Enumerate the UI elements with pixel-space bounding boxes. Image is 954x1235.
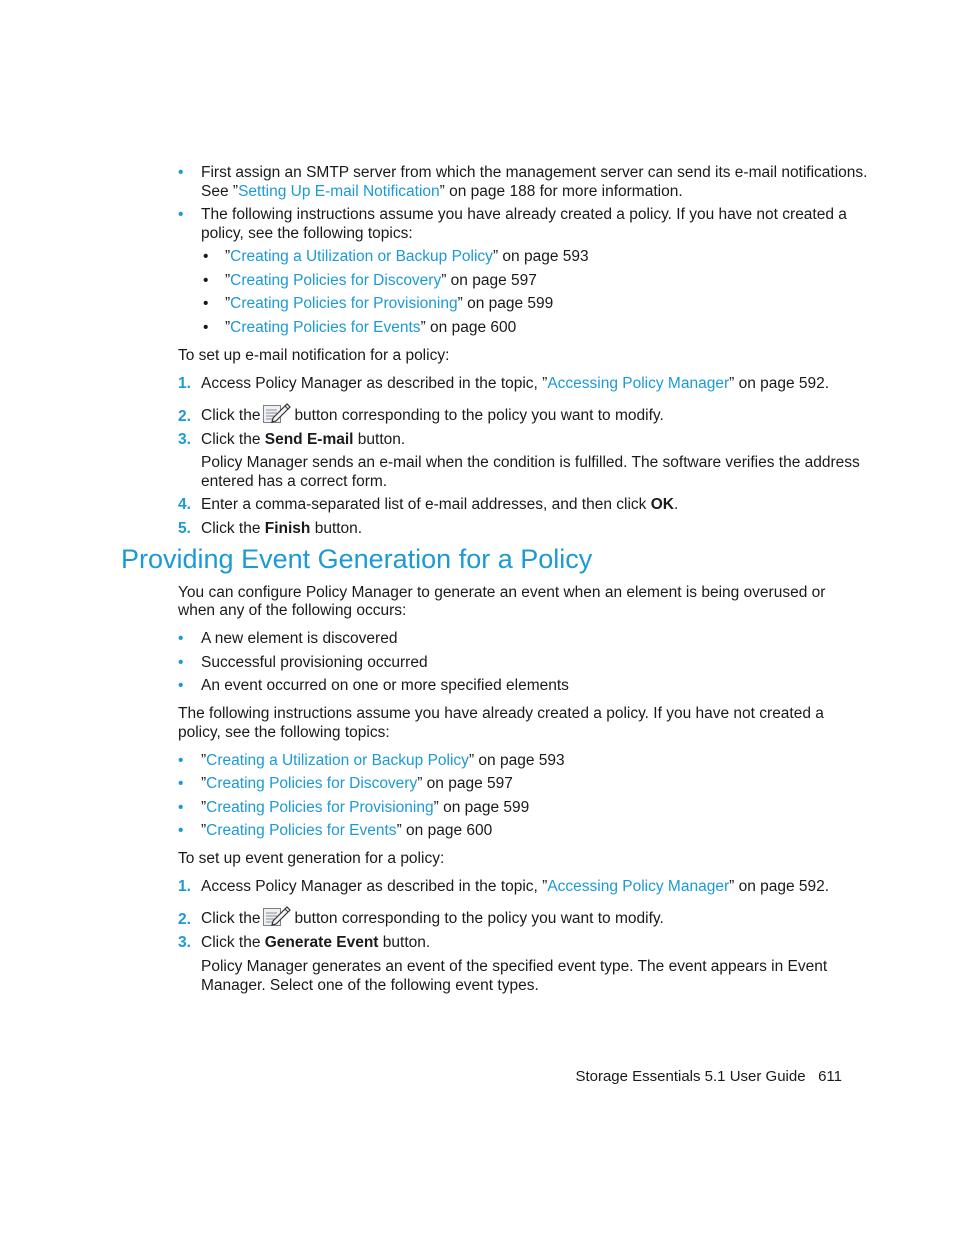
list-item: A new element is discovered [201, 630, 398, 647]
footer-title: Storage Essentials 5.1 User Guide [575, 1068, 806, 1085]
list-item: Successful provisioning occurred [201, 654, 428, 671]
edit-policy-icon [263, 402, 291, 423]
step-text: Click the Finish button. [201, 520, 363, 537]
ui-label-generate-event: Generate Event [264, 934, 379, 951]
link-creating-event-policies[interactable]: Creating Policies for Events [206, 822, 397, 839]
step-number: 1. [178, 878, 191, 895]
list-item: An event occurred on one or more specified elements [201, 677, 569, 694]
step-number: 3. [178, 431, 191, 448]
ui-label-finish: Finish [264, 520, 311, 537]
procedure-intro: To set up e-mail notification for a policy: [178, 347, 450, 364]
paragraph-text: policy, see the following topics: [178, 724, 390, 741]
page-footer [575, 1067, 842, 1086]
step-number: 3. [178, 934, 191, 951]
page-number: 611 [818, 1068, 842, 1085]
step-note: Manager. Select one of the following event types. [201, 977, 539, 994]
step-number: 2. [178, 911, 191, 928]
list-item: ”Creating Policies for Discovery” on page 597 [201, 775, 513, 792]
paragraph-text: The following instructions assume you have already created a policy. If you have not created a [178, 705, 824, 722]
step-number: 5. [178, 520, 191, 537]
ui-label-send-email: Send E-mail [264, 431, 354, 448]
section-heading: Providing Event Generation for a Policy [121, 544, 593, 574]
bullet-marker: • [178, 775, 184, 792]
step-text: Click the button corresponding to the policy you want to modify. [201, 402, 664, 428]
link-accessing-policy-manager[interactable]: Accessing Policy Manager [547, 878, 730, 895]
step-note: entered has a correct form. [201, 473, 388, 490]
link-creating-provisioning-policies[interactable]: Creating Policies for Provisioning [206, 799, 434, 816]
step-text: Click the Send E-mail button. [201, 431, 406, 448]
bullet-marker: • [178, 630, 184, 647]
link-creating-provisioning-policies[interactable]: Creating Policies for Provisioning [230, 295, 458, 312]
link-creating-utilization-policy[interactable]: Creating a Utilization or Backup Policy [230, 248, 493, 265]
list-item: ”Creating Policies for Provisioning” on page 599 [201, 799, 530, 816]
bullet-marker: • [178, 752, 184, 769]
paragraph-text: The following instructions assume you have already created a policy. If you have not created a [201, 206, 847, 223]
sub-bullet-marker: • [203, 272, 209, 289]
edit-policy-icon [263, 905, 291, 926]
link-setting-up-email[interactable]: Setting Up E-mail Notification [238, 183, 440, 200]
paragraph-text: when any of the following occurs: [178, 602, 407, 619]
bullet-marker: • [178, 822, 184, 839]
sub-bullet-marker: • [203, 319, 209, 336]
paragraph-text: policy, see the following topics: [201, 225, 413, 242]
bullet-marker: • [178, 677, 184, 694]
bullet-marker: • [178, 654, 184, 671]
bullet-marker: • [178, 164, 184, 181]
step-number: 1. [178, 375, 191, 392]
list-item: ”Creating Policies for Events” on page 600 [225, 319, 517, 336]
bullet-marker: • [178, 206, 184, 223]
step-text: Access Policy Manager as described in the topic, ”Accessing Policy Manager” on page 592. [201, 375, 830, 392]
sub-bullet-marker: • [203, 295, 209, 312]
list-item: ”Creating Policies for Events” on page 600 [201, 822, 493, 839]
list-item: ”Creating a Utilization or Backup Policy” on page 593 [201, 752, 565, 769]
step-text: Enter a comma-separated list of e-mail addresses, and then click OK. [201, 496, 679, 513]
list-item: ”Creating a Utilization or Backup Policy” on page 593 [225, 248, 589, 265]
step-text: Access Policy Manager as described in the topic, ”Accessing Policy Manager” on page 592. [201, 878, 830, 895]
link-creating-discovery-policies[interactable]: Creating Policies for Discovery [230, 272, 442, 289]
step-number: 2. [178, 408, 191, 425]
ui-label-ok: OK [650, 496, 674, 513]
step-text: Click the Generate Event button. [201, 934, 431, 951]
sub-bullet-marker: • [203, 248, 209, 265]
step-note: Policy Manager sends an e-mail when the condition is fulfilled. The software verifies the address [201, 454, 860, 471]
step-text: Click the button corresponding to the policy you want to modify. [201, 905, 664, 931]
step-number: 4. [178, 496, 191, 513]
paragraph-text: You can configure Policy Manager to generate an event when an element is being overused or [178, 584, 826, 601]
link-creating-discovery-policies[interactable]: Creating Policies for Discovery [206, 775, 418, 792]
list-item: ”Creating Policies for Discovery” on page 597 [225, 272, 537, 289]
list-item: ”Creating Policies for Provisioning” on page 599 [225, 295, 554, 312]
link-creating-utilization-policy[interactable]: Creating a Utilization or Backup Policy [206, 752, 469, 769]
procedure-intro: To set up event generation for a policy: [178, 850, 445, 867]
step-note: Policy Manager generates an event of the specified event type. The event appears in Event [201, 958, 828, 975]
link-creating-event-policies[interactable]: Creating Policies for Events [230, 319, 421, 336]
paragraph-text: See ”Setting Up E-mail Notification” on page 188 for more information. [201, 183, 683, 200]
link-accessing-policy-manager[interactable]: Accessing Policy Manager [547, 375, 730, 392]
paragraph-text: First assign an SMTP server from which the management server can send its e-mail notifications. [201, 164, 868, 181]
bullet-marker: • [178, 799, 184, 816]
